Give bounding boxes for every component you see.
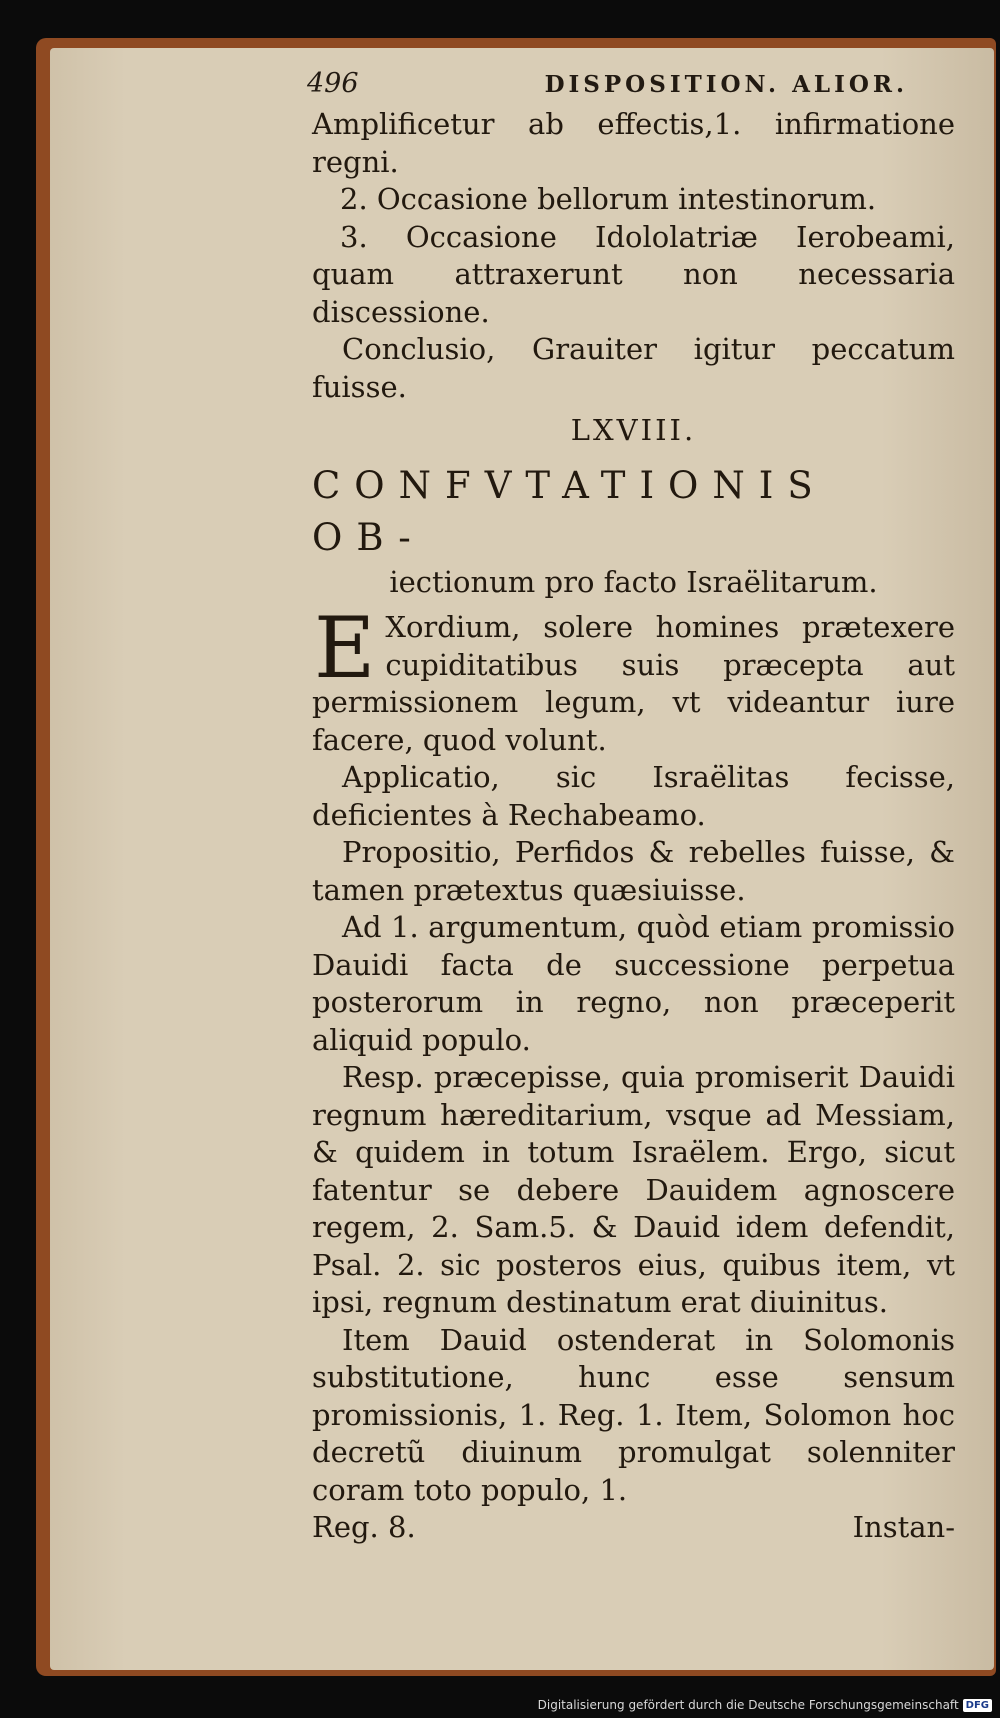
dfg-logo: DFG [963,1699,992,1712]
running-title: DISPOSITION. ALIOR. [544,71,908,98]
exordium-text: Xordium, solere homines prætexere cupiditatibus suis præcepta aut permissionem legum, vt videantur iure facere, quod volunt. [312,610,955,757]
paragraph: 2. Occasione bellorum intestinorum. [340,182,877,216]
section-subtitle: iectionum pro facto Israëlitarum. [389,564,878,599]
running-head [307,68,948,108]
page-text [312,106,955,1547]
digitization-footer [538,1698,992,1712]
section-title: CONFVTATIONIS OB- [312,463,827,559]
drop-cap: E [314,599,376,697]
page-number: 496 [307,68,359,99]
paragraph: Amplificetur ab effectis,1. infirmatione regni. [312,107,955,179]
section-number: LXVIII. [570,413,697,447]
paragraph-exordium [312,599,955,759]
paragraph: Item Dauid ostenderat in Solomonis substitutione, hunc esse sensum promissionis, 1. Reg. 1. Item, Solomon hoc decretũ diuinum promulgat solenniter coram toto populo, 1. [312,1322,955,1507]
paragraph: Propositio, Perfidos & rebelles fuisse, & tamen prætextus quæsiuisse. [312,835,955,907]
paragraph: Conclusio, Grauiter igitur peccatum fuisse. [312,332,955,404]
credit-text: Digitalisierung gefördert durch die Deutsche Forschungsgemeinschaft [537,1698,959,1712]
catchword: Instan- [852,1510,955,1544]
reference: Reg. 8. [312,1510,416,1544]
paragraph: Resp. præcepisse, quia promiserit Dauidi regnum hæreditarium, vsque ad Messiam, & quidem in totum Israëlem. Ergo, sicut fatentur se debere Dauidem agnoscere regem, 2. Sam.5. & Dauid idem defendit, Psal. 2. sic posteros eius, quibus item, vt ipsi, regnum destinatum erat diuinitus. [312,1060,955,1319]
last-line [312,1509,955,1547]
paragraph: Applicatio, sic Israëlitas fecisse, deficientes à Rechabeamo. [312,760,955,832]
paragraph: Ad 1. argumentum, quòd etiam promissio Dauidi facta de successione perpetua posterorum in regno, non præceperit aliquid populo. [312,910,955,1057]
paragraph: 3. Occasione Idololatriæ Ierobeami, quam attraxerunt non necessaria discessione. [312,219,955,329]
